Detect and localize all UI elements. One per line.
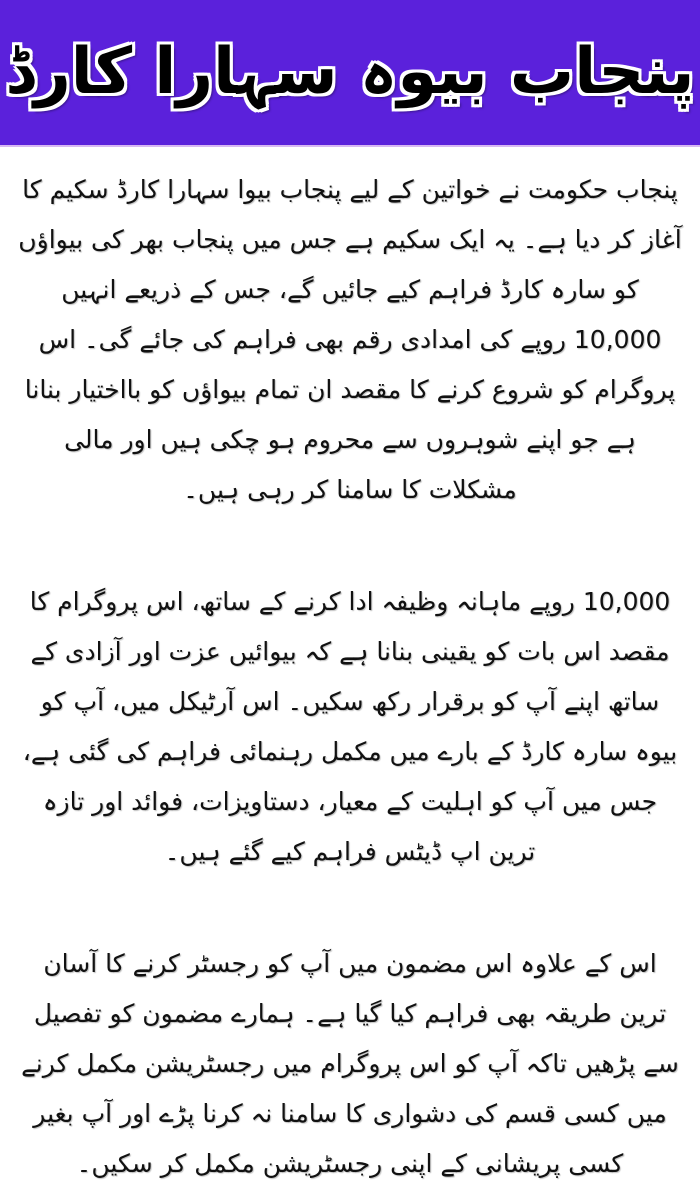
article-body [0,147,700,1189]
paragraph-intro: پنجاب حکومت نے خواتین کے لیے پنجاب بیوا سہارا کارڈ سکیم کا آغاز کر دیا ہے۔ یہ ایک سکیم ہے جس میں پنجاب بھر کی بیواؤں کو سارہ کارڈ فراہم کیے جائیں گے، جس کے ذریعے انہیں 10,000 روپے کی امدادی رقم بھی فراہم کی جائے گی۔ اس پروگرام کو شروع کرنے کا مقصد ان تمام بیواؤں کو بااختیار بنانا ہے جو اپنے شوہروں سے محروم ہو چکی ہیں اور مالی مشکلات کا سامنا کر رہی ہیں۔ [18,175,682,504]
paragraph-purpose: 10,000 روپے ماہانہ وظیفہ ادا کرنے کے ساتھ، اس پروگرام کا مقصد اس بات کو یقینی بنانا ہے کہ بیوائیں عزت اور آزادی کے ساتھ اپنے آپ کو برقرار رکھ سکیں۔ اس آرٹیکل میں، آپ کو بیوہ سارہ کارڈ کے بارے میں مکمل رہنمائی فراہم کی گئی ہے، جس میں آپ کو اہلیت کے معیار، دستاویزات، فوائد اور تازہ ترین اپ ڈیٹس فراہم کیے گئے ہیں۔ [22,587,678,866]
page-title: پنجاب بیوہ سہارا کارڈ [5,35,695,110]
header-banner [0,0,700,147]
paragraph-registration: اس کے علاوہ اس مضمون میں آپ کو رجسٹر کرنے کا آسان ترین طریقہ بھی فراہم کیا گیا ہے۔ ہمارے مضمون کو تفصیل سے پڑھیں تاکہ آپ کو اس پروگرام میں رجسٹریشن مکمل کرنے میں کسی قسم کی دشواری کا سامنا نہ کرنا پڑے اور آپ بغیر کسی پریشانی کے اپنی رجسٹریشن مکمل کر سکیں۔ [21,949,679,1178]
